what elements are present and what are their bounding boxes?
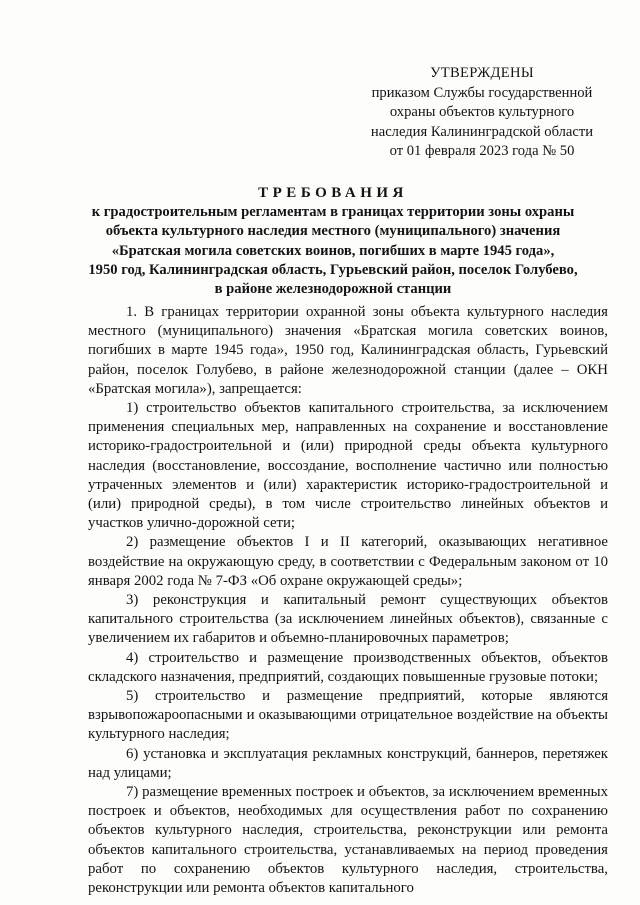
paragraph-item-7: 7) размещение временных построек и объектов, за исключением временных построек и объектов, необходимых для осуществления работ по сохранению объектов культурного наследия, строительства, реконструкции или ремонта объектов капитального строительства, устанавливаемых на период проведения работ по сохранению объектов культурного наследия, строительства, реконструкции или ремонта объектов капитального [88, 784, 608, 897]
paragraph-item-3: 3) реконструкция и капитальный ремонт существующих объектов капитального строительства (за исключением линейных объектов), связанные с увеличением их габаритов и объемно-планировочных параметров; [88, 592, 608, 647]
paragraph-item-5: 5) строительство и размещение предприятий, которые являются взрывопожароопасными и оказывающими отрицательное воздействие на объекты культурного наследия; [88, 688, 608, 743]
paragraph-item-1: 1) строительство объектов капитального строительства, за исключением применения специальных мер, направленных на сохранение и восстановление историко-градостроительной и (или) природной среды объекта культурного наследия (восстановление, воссоздание, восполнение частично или полностью утраченных элементов и (или) характеристик историко-градостроительной и (или) природной среды), в том числе строительство линейных объектов и участков улично-дорожной сети; [88, 400, 608, 532]
approval-line: от 01 февраля 2023 года № 50 [389, 143, 575, 159]
document-body [88, 303, 608, 898]
title-line: в районе железнодорожной станции [214, 281, 452, 298]
approval-heading: УТВЕРЖДЕНЫ [430, 65, 534, 81]
title-line: 1950 год, Калининградская область, Гурьевский район, поселок Голубево, [88, 261, 578, 278]
approval-stamp-block [352, 64, 612, 162]
paragraph-item-6: 6) установка и эксплуатация рекламных конструкций, баннеров, перетяжек над улицами; [88, 745, 608, 781]
title-line: к градостроительным регламентам в границах территории зоны охраны [91, 204, 575, 221]
approval-line: наследия Калининградской области [370, 123, 594, 140]
approval-line: охраны объектов культурного [389, 104, 575, 120]
paragraph-item-2: 2) размещение объектов I и II категорий, оказывающих негативное воздействие на окружающую среду, в соответствии с Федеральным законом от 10 января 2002 года № 7-ФЗ «Об охране окружающей среды»; [88, 534, 608, 589]
title-heading: ТРЕБОВАНИЯ [258, 185, 408, 201]
paragraph-item-4: 4) строительство и размещение производственных объектов, объектов складского назначения, предприятий, создающих повышенные грузовые потоки; [88, 649, 608, 685]
approval-line: приказом Службы государственной [371, 84, 593, 101]
document-title [60, 184, 606, 299]
title-line: объекта культурного наследия местного (муниципального) значения [105, 223, 561, 240]
title-line: «Братская могила советских воинов, погибших в марте 1945 года», [111, 242, 555, 259]
paragraph-intro: 1. В границах территории охранной зоны объекта культурного наследия местного (муниципального) значения «Братская могила советских воинов, погибших в марте 1945 года», 1950 год, Калининградская область, Гурьевский район, поселок Голубево, в районе железнодорожной станции (далее – ОКН «Братская могила»), запрещается: [88, 304, 608, 397]
